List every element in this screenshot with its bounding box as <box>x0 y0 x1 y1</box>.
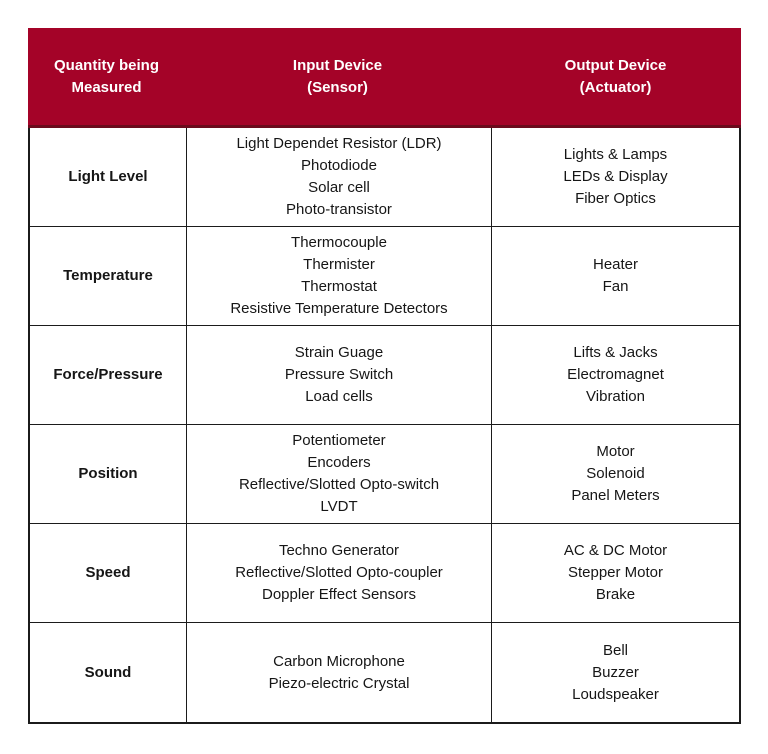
quantity-cell: Force/Pressure <box>30 326 187 424</box>
sensor-line: Light Dependet Resistor (LDR) <box>236 135 442 152</box>
sensor-cell <box>187 326 492 424</box>
table-row <box>30 524 739 623</box>
table-header-row <box>28 28 741 128</box>
sensor-cell <box>187 623 492 722</box>
sensor-line: Techno Generator <box>278 542 400 559</box>
sensor-line: Potentiometer <box>292 432 386 449</box>
actuator-cell <box>492 326 739 424</box>
sensor-line: Doppler Effect Sensors <box>262 586 416 603</box>
quantity-cell: Speed <box>30 524 187 622</box>
quantity-cell: Temperature <box>30 227 187 325</box>
sensor-line: Resistive Temperature Detectors <box>230 300 448 317</box>
sensor-line: Load cells <box>305 388 373 405</box>
quantity-cell: Light Level <box>30 128 187 226</box>
actuator-line: Motor <box>596 443 635 460</box>
table-row <box>30 326 739 425</box>
actuator-line: LEDs & Display <box>563 168 668 185</box>
sensor-line: LVDT <box>320 498 358 515</box>
actuator-line: Lifts & Jacks <box>573 344 658 361</box>
header-input-line1: Input Device <box>292 56 383 74</box>
actuator-cell <box>492 227 739 325</box>
actuator-line: Stepper Motor <box>567 564 664 581</box>
actuator-line: Panel Meters <box>571 487 660 504</box>
header-quantity-line2: Measured <box>71 78 142 96</box>
header-output-line2: (Actuator) <box>579 78 652 96</box>
quantity-cell: Position <box>30 425 187 523</box>
sensor-line: Solar cell <box>308 179 370 196</box>
sensor-cell <box>187 227 492 325</box>
header-output-device <box>490 28 741 125</box>
sensor-line: Photo-transistor <box>286 201 392 218</box>
header-quantity-measured <box>28 28 185 125</box>
actuator-line: Bell <box>602 641 628 659</box>
actuator-line: Fiber Optics <box>575 190 656 207</box>
actuator-cell <box>492 524 739 622</box>
sensor-line: Strain Guage <box>294 344 384 361</box>
sensor-cell <box>187 128 492 226</box>
header-input-device <box>185 28 490 125</box>
sensor-line: Pressure Switch <box>284 366 394 383</box>
sensor-line: Thermister <box>303 256 375 273</box>
sensor-line: Reflective/Slotted Opto-switch <box>238 476 440 493</box>
header-quantity-line1: Quantity being <box>54 56 159 74</box>
actuator-line: Brake <box>595 586 636 603</box>
header-input-line2: (Sensor) <box>307 78 368 96</box>
actuator-cell <box>492 623 739 722</box>
sensors-actuators-table <box>28 28 741 724</box>
actuator-cell <box>492 128 739 226</box>
sensor-line: Thermostat <box>301 278 377 295</box>
table-row <box>30 425 739 524</box>
actuator-line: Lights & Lamps <box>563 146 668 163</box>
sensor-line: Encoders <box>307 454 371 471</box>
sensor-line: Piezo-electric Crystal <box>268 674 410 692</box>
table-row <box>30 623 739 722</box>
actuator-line: AC & DC Motor <box>563 542 668 559</box>
actuator-line: Solenoid <box>586 465 645 482</box>
sensor-line: Carbon Microphone <box>273 652 405 670</box>
actuator-line: Buzzer <box>592 663 639 681</box>
table-body <box>28 128 741 724</box>
table-row <box>30 227 739 326</box>
header-output-line1: Output Device <box>564 56 667 74</box>
actuator-line: Electromagnet <box>567 366 664 383</box>
actuator-line: Loudspeaker <box>572 685 659 703</box>
sensor-cell <box>187 425 492 523</box>
table-row <box>30 128 739 227</box>
sensor-line: Photodiode <box>301 157 377 174</box>
quantity-cell: Sound <box>30 623 187 722</box>
sensor-line: Thermocouple <box>291 234 387 251</box>
sensor-line: Reflective/Slotted Opto-coupler <box>235 564 443 581</box>
actuator-line: Fan <box>602 278 629 295</box>
actuator-line: Heater <box>592 256 639 273</box>
actuator-line: Vibration <box>586 388 645 405</box>
actuator-cell <box>492 425 739 523</box>
sensor-cell <box>187 524 492 622</box>
